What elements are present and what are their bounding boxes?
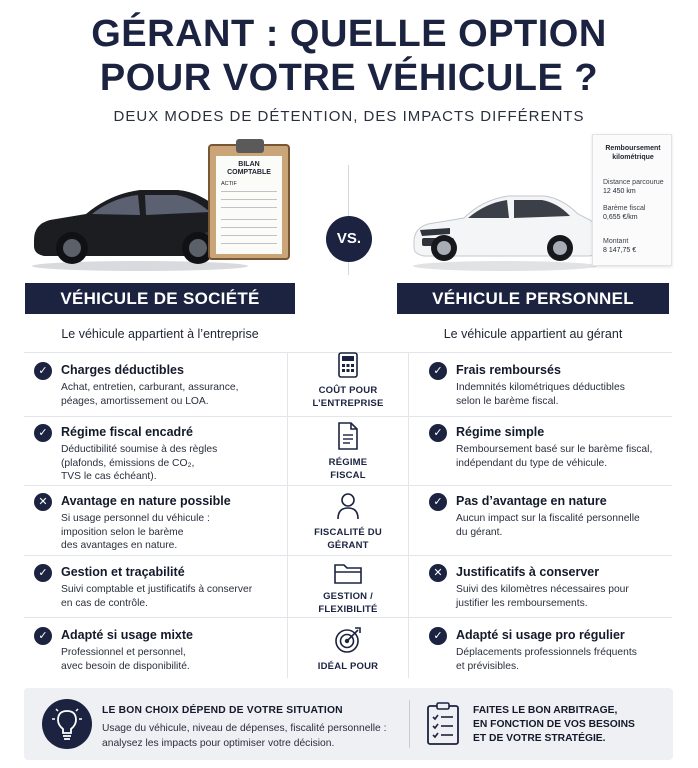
cross-icon: ✕: [429, 564, 447, 582]
clipboard-title: BILAN COMPTABLE: [227, 161, 271, 176]
item-desc: Achat, entretien, carburant, assurance, péages, amortissement ou LOA.: [61, 382, 239, 407]
check-icon: ✓: [34, 627, 52, 645]
check-icon: ✓: [34, 564, 52, 582]
item-title: Adapté si usage pro régulier: [456, 628, 625, 642]
item-title: Adapté si usage mixte: [61, 628, 193, 642]
cross-icon: ✕: [34, 493, 52, 511]
criterion-label: COÛT POUR L’ENTREPRISE: [312, 385, 384, 409]
calculator-icon: [338, 352, 358, 378]
conclusion-box: [24, 688, 673, 760]
item-desc: Remboursement basé sur le barème fiscal, indépendant du type de véhicule.: [456, 444, 653, 469]
company-vehicle-caption: Le véhicule appartient à l’entreprise: [61, 327, 259, 341]
item-title: Régime fiscal encadré: [61, 425, 194, 439]
receipt-title: Remboursement kilométrique: [605, 145, 661, 161]
receipt-montant-value: 8 147,75 €: [603, 247, 637, 254]
person-icon: [336, 492, 360, 520]
personal-vehicle-caption: Le véhicule appartient au gérant: [443, 327, 623, 341]
item-desc: Indemnités kilométriques déductibles selon le barème fiscal.: [456, 382, 625, 407]
folder-icon: [334, 562, 362, 584]
receipt-distance-label: Distance parcourue: [603, 179, 664, 186]
receipt-montant-label: Montant: [603, 238, 629, 245]
item-title: Frais remboursés: [456, 363, 561, 377]
item-desc: Déductibilité soumise à des règles (plafonds, émissions de CO₂, TVS le cas échéant).: [61, 444, 218, 482]
page-title: [0, 12, 698, 100]
lightbulb-icon: [42, 699, 92, 749]
target-icon: [334, 626, 362, 654]
item-desc: Déplacements professionnels fréquents et prévisibles.: [456, 647, 637, 672]
page-subtitle: DEUX MODES DE DÉTENTION, DES IMPACTS DIFFÉRENTS: [113, 108, 585, 125]
item-title: Pas d’avantage en nature: [456, 494, 607, 508]
criterion-manager-tax: [300, 492, 396, 552]
balance-sheet-clipboard: [208, 144, 290, 260]
criterion-tax: [300, 422, 396, 482]
item-title: Gestion et traçabilité: [61, 565, 185, 579]
item-desc: Si usage personnel du véhicule : imposition selon le barème des avantages en nature.: [61, 513, 210, 551]
item-desc: Aucun impact sur la fiscalité personnelle du gérant.: [456, 513, 640, 538]
item-title: Régime simple: [456, 425, 545, 439]
check-icon: ✓: [429, 362, 447, 380]
criterion-cost: [300, 352, 396, 410]
receipt-bareme-label: Barème fiscal: [603, 205, 646, 212]
check-icon: ✓: [429, 627, 447, 645]
conclusion-cta: FAITES LE BON ARBITRAGE, EN FONCTION DE VOS BESOINS ET DE VOTRE STRATÉGIE.: [473, 705, 635, 744]
check-icon: ✓: [429, 424, 447, 442]
item-desc: Suivi comptable et justificatifs à conserver en cas de contrôle.: [61, 584, 253, 609]
criterion-label: FISCALITÉ DU GÉRANT: [314, 527, 382, 551]
check-icon: ✓: [34, 424, 52, 442]
receipt-distance-value: 12 450 km: [603, 188, 636, 195]
document-icon: [337, 422, 359, 450]
vs-badge: VS.: [326, 216, 372, 262]
criterion-ideal: [300, 626, 396, 673]
personal-car-image: [410, 186, 600, 272]
criterion-label: IDÉAL POUR: [317, 661, 379, 672]
clip-icon: [236, 139, 264, 153]
item-title: Avantage en nature possible: [61, 494, 231, 508]
criterion-label: GESTION / FLEXIBILITÉ: [318, 591, 378, 615]
item-title: Charges déductibles: [61, 363, 184, 377]
checklist-icon: [426, 702, 460, 746]
receipt-bareme-value: 0,655 €/km: [603, 214, 638, 221]
clipboard-label: ACTIF: [221, 181, 237, 187]
title-line-2: POUR VOTRE VÉHICULE ?: [99, 57, 599, 99]
conclusion-title: LE BON CHOIX DÉPEND DE VOTRE SITUATION: [102, 705, 343, 716]
personal-vehicle-banner: VÉHICULE PERSONNEL: [397, 283, 669, 314]
item-desc: Professionnel et personnel, avec besoin de disponibilité.: [61, 647, 190, 672]
criterion-label: RÉGIME FISCAL: [328, 457, 368, 481]
title-line-1: GÉRANT : QUELLE OPTION: [91, 13, 607, 55]
check-icon: ✓: [429, 493, 447, 511]
conclusion-text: Usage du véhicule, niveau de dépenses, fiscalité personnelle : analysez les impacts pour optimiser votre décision.: [102, 723, 387, 749]
item-desc: Suivi des kilomètres nécessaires pour justifier les remboursements.: [456, 584, 629, 609]
mileage-receipt: [592, 134, 672, 266]
company-vehicle-banner: VÉHICULE DE SOCIÉTÉ: [25, 283, 295, 314]
criterion-management: [300, 562, 396, 616]
check-icon: ✓: [34, 362, 52, 380]
item-title: Justificatifs à conserver: [456, 565, 600, 579]
